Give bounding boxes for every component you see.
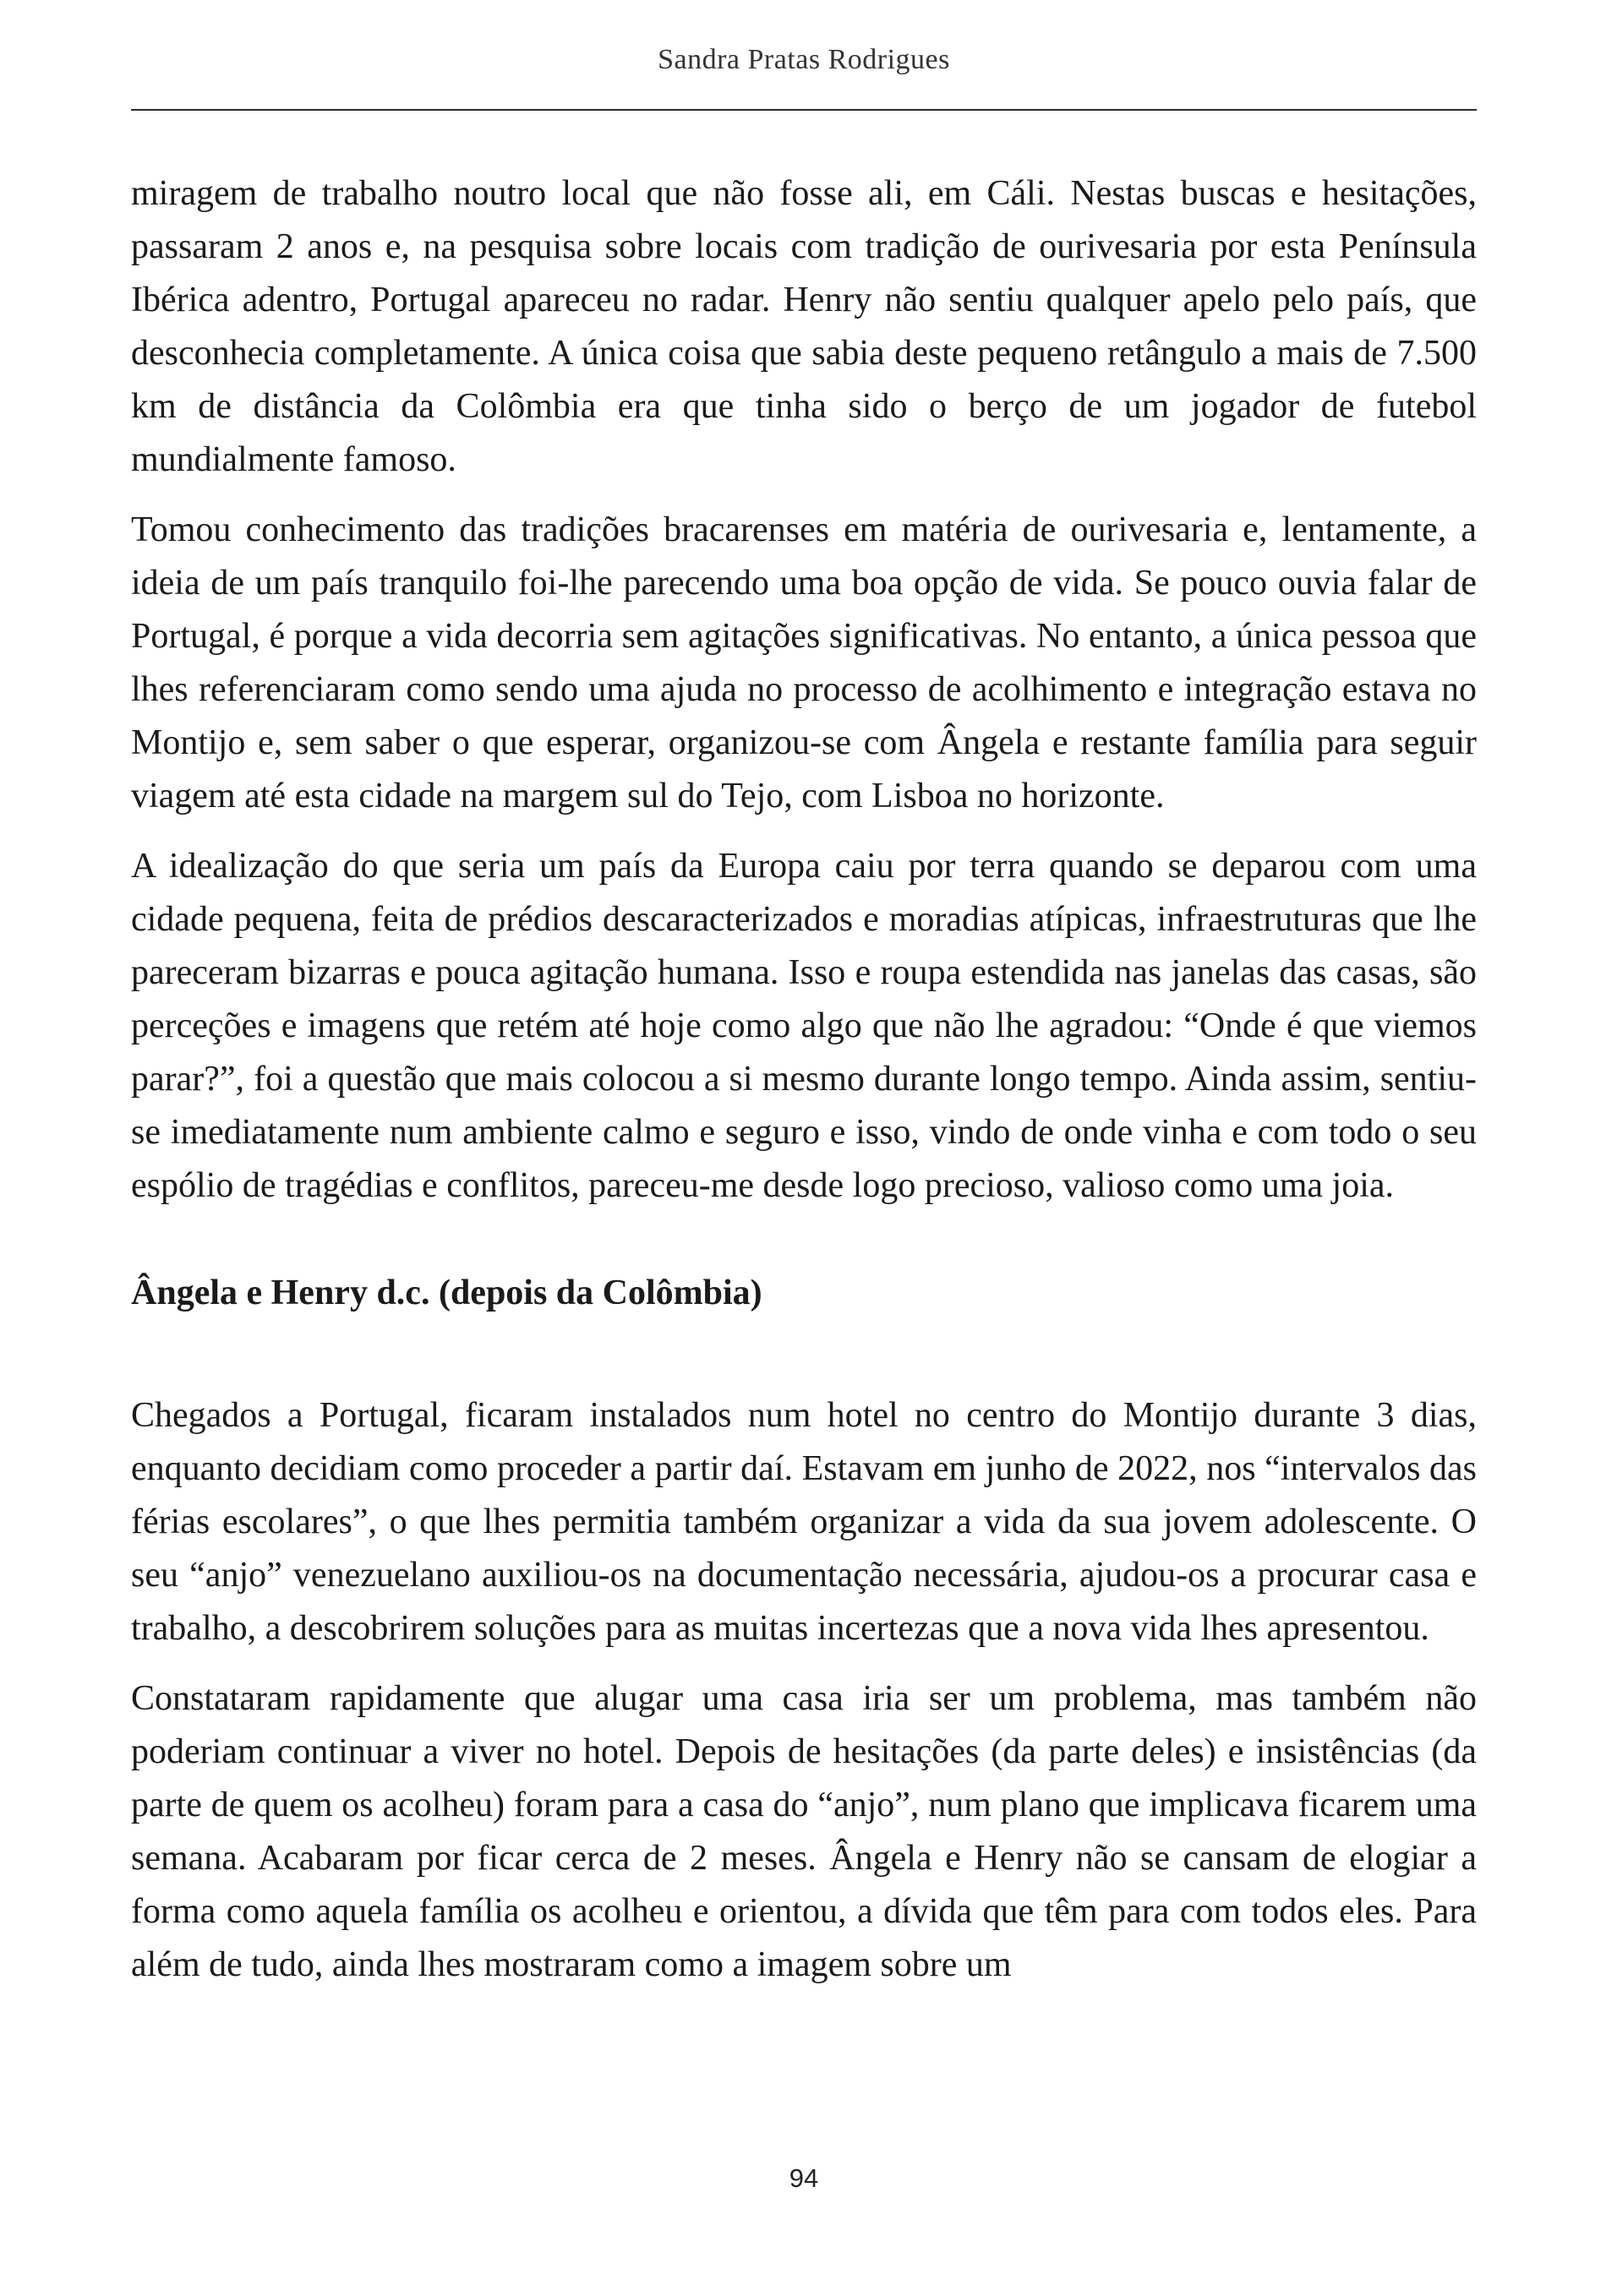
page-number: 94 [789,2163,819,2193]
paragraph-4: Chegados a Portugal, ficaram instalados num hotel no centro do Montijo durante 3 dias, enquanto decidiam como proceder a partir daí. Estavam em junho de 2022, nos “intervalos das férias escolares”, o que lhes permitia também organizar a vida da sua jovem adolescente. O seu “anjo” venezuelano auxiliou-os na documentação necessária, ajudou-os a procurar casa e trabalho, a descobrirem soluções para as muitas incertezas que a nova vida lhes apresentou. [131,1396,1477,1648]
paragraph-3: A idealização do que seria um país da Europa caiu por terra quando se deparou com uma cidade pequena, feita de prédios descaracterizados e moradias atípicas, infraestruturas que lhe pareceram bizarras e pouca agitação humana. Isso e roupa estendida nas janelas das casas, são perceções e imagens que retém até hoje como algo que não lhe agradou: “Onde é que viemos parar?”, foi a questão que mais colocou a si mesmo durante longo tempo. Ainda assim, sentiu-se imediatamente num ambiente calmo e seguro e isso, vindo de onde vinha e com todo o seu espólio de tragédias e conflitos, pareceu-me desde logo precioso, valioso como uma joia. [131,847,1477,1205]
running-header: Sandra Pratas Rodrigues [658,44,950,75]
header-rule [131,109,1477,111]
paragraph-1: miragem de trabalho noutro local que não fosse ali, em Cáli. Nestas buscas e hesitações, passaram 2 anos e, na pesquisa sobre locais com tradição de ourivesaria por esta Península Ibérica adentro, Portugal apareceu no radar. Henry não sentiu qualquer apelo pelo país, que desconhecia completamente. A única coisa que sabia deste pequeno retângulo a mais de 7.500 km de distância da Colômbia era que tinha sido o berço de um jogador de futebol mundialmente famoso. [131,174,1477,479]
paragraph-2: Tomou conhecimento das tradições bracarenses em matéria de ourivesaria e, lentamente, a ideia de um país tranquilo foi-lhe parecendo uma boa opção de vida. Se pouco ouvia falar de Portugal, é porque a vida decorria sem agitações significativas. No entanto, a única pessoa que lhes referenciaram como sendo uma ajuda no processo de acolhimento e integração estava no Montijo e, sem saber o que esperar, organizou-se com Ângela e restante família para seguir viagem até esta cidade na margem sul do Tejo, com Lisboa no horizonte. [131,510,1477,815]
paragraph-5: Constataram rapidamente que alugar uma casa iria ser um problema, mas também não poderiam continuar a viver no hotel. Depois de hesitações (da parte deles) e insistências (da parte de quem os acolheu) foram para a casa do “anjo”, num plano que implicava ficarem uma semana. Acabaram por ficar cerca de 2 meses. Ângela e Henry não se cansam de elogiar a forma como aquela família os acolheu e orientou, a dívida que têm para com todos eles. Para além de tudo, ainda lhes mostraram como a imagem sobre um [131,1679,1477,1984]
section-heading: Ângela e Henry d.c. (depois da Colômbia) [131,1273,762,1312]
page-body [131,167,1477,2009]
